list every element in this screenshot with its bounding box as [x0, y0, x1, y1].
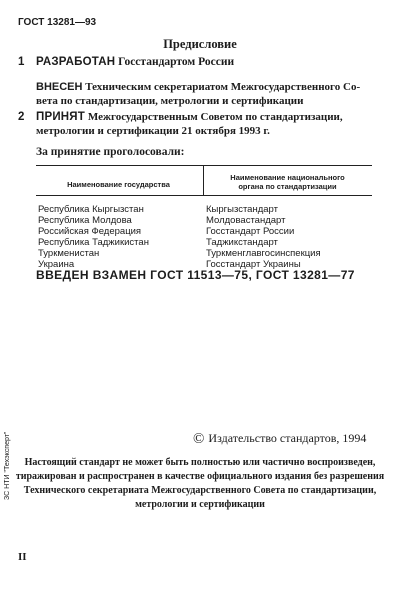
table-header-rule: [36, 195, 372, 196]
table-header-body-line-1: Наименование национального: [230, 173, 345, 182]
developed-label: РАЗРАБОТАН: [36, 56, 116, 68]
introduced-text-1: Техническим секретариатом Межгосударственного Со-: [85, 81, 361, 93]
table-cell: Туркменглавгосинспекция: [206, 248, 321, 259]
table-cell: Молдовастандарт: [206, 215, 286, 226]
notice-line: метрологии и сертификации: [135, 499, 265, 510]
preface-title: Предисловие: [163, 37, 237, 51]
table-cell: Госстандарт Украины: [206, 259, 301, 270]
introduced-instead: ВВЕДЕН ВЗАМЕН ГОСТ 11513—75, ГОСТ 13281—77: [36, 268, 355, 282]
table-cell: Республика Молдова: [38, 215, 132, 226]
notice-line: тиражирован и распространен в качестве официального издания без разрешения: [15, 471, 385, 482]
table-cell: Республика Таджикистан: [38, 237, 149, 248]
table-cell: Кыргызстандарт: [206, 204, 278, 215]
introduced-label: ВНЕСЕН: [36, 81, 83, 93]
adopted-line-2: метрологии и сертификации 21 октября 1993 г.: [36, 125, 270, 137]
table-top-rule: [36, 165, 372, 166]
sidebar-stamp: ЗС НТИ "Техэксперт": [4, 431, 11, 500]
table-header-state: Наименование государства: [67, 180, 170, 189]
table-cell: Украина: [38, 259, 75, 270]
table-header-body: [205, 173, 370, 191]
adopted-label: ПРИНЯТ: [36, 111, 85, 123]
copyright-icon: ©: [193, 431, 205, 447]
table-header-body-line-2: органа по стандартизации: [238, 182, 337, 191]
introduced-line-2: вета по стандартизации, метрологии и сертификации: [36, 95, 304, 107]
table-column-bodies: [206, 204, 321, 270]
table-column-divider: [203, 165, 204, 195]
developed-text: Госстандартом России: [118, 56, 235, 68]
table-cell: Таджикстандарт: [206, 237, 278, 248]
adopted-by: [18, 111, 343, 123]
copyright: [193, 431, 366, 448]
table-column-states: [38, 204, 149, 270]
item-number-1: 1: [18, 56, 25, 68]
page-number: II: [18, 551, 27, 563]
introduced-line-1: [36, 81, 360, 93]
developed-by: [18, 56, 234, 68]
voted-heading: За принятие проголосовали:: [36, 146, 185, 158]
notice-line: Технического секретариата Межгосударственного Совета по стандартизации,: [23, 485, 377, 496]
table-cell: Госстандарт России: [206, 226, 295, 237]
standard-number: ГОСТ 13281—93: [18, 17, 97, 28]
reproduction-notice: [0, 456, 400, 512]
notice-line: Настоящий стандарт не может быть полностью или частично воспроизведен,: [24, 457, 376, 468]
item-number-2: 2: [18, 111, 25, 123]
table-cell: Туркменистан: [38, 248, 100, 259]
table-cell: Республика Кыргызстан: [38, 204, 144, 215]
copyright-text: Издательство стандартов, 1994: [208, 431, 367, 445]
adopted-text-1: Межгосударственным Советом по стандартизации,: [87, 111, 343, 123]
table-cell: Российская Федерация: [38, 226, 142, 237]
